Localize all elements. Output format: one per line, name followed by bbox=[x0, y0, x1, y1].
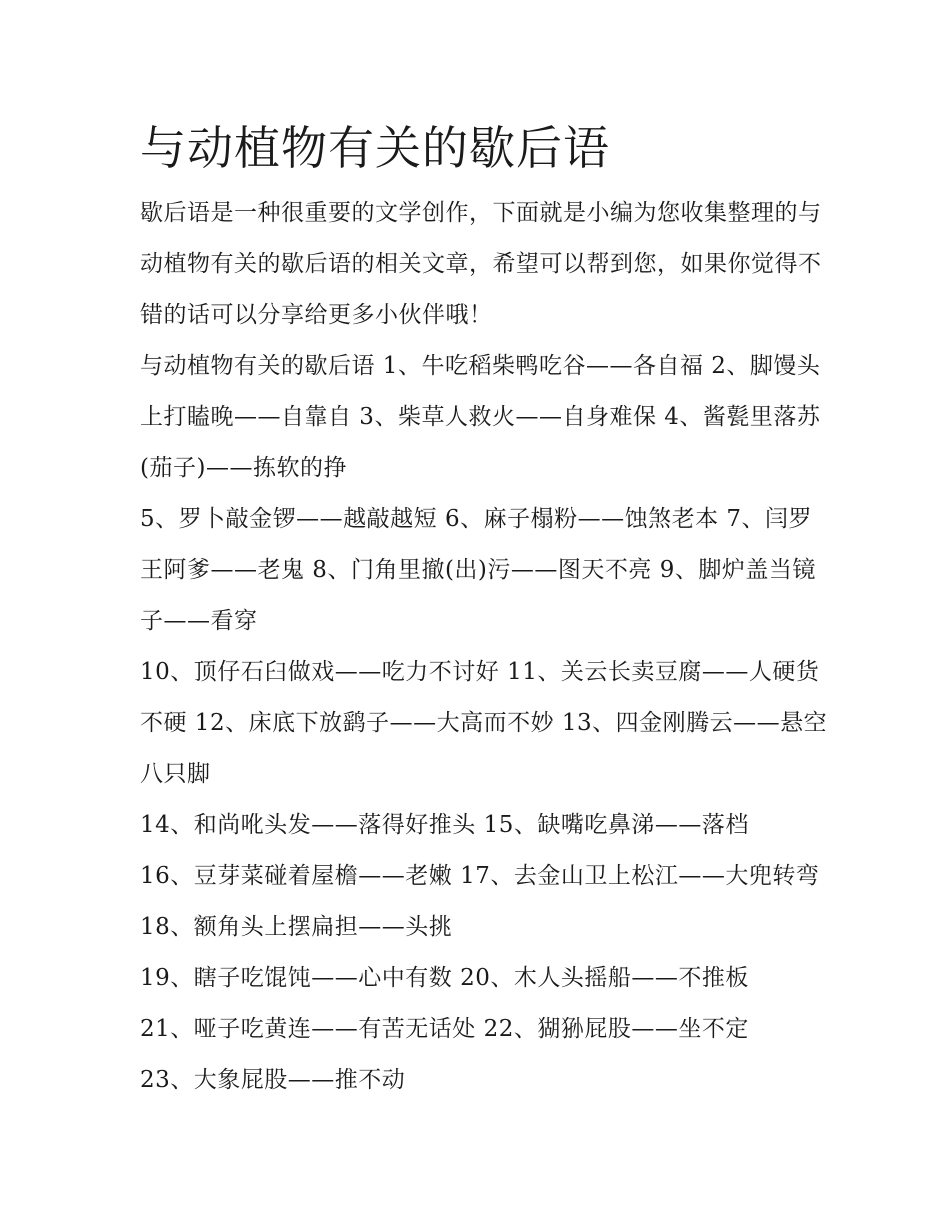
proverb-paragraph-2: 5、罗卜敲金锣——越敲越短 6、麻子榻粉——蚀煞老本 7、闫罗王阿爹——老鬼 8、门角里撤(出)污——图天不亮 9、脚炉盖当镜子——看穿 bbox=[140, 506, 816, 634]
document-title: 与动植物有关的歇后语 bbox=[140, 121, 610, 175]
intro-paragraph: 歇后语是一种很重要的文学创作，下面就是小编为您收集整理的与动植物有关的歇后语的相关文章，希望可以帮到您，如果你觉得不错的话可以分享给更多小伙伴哦！ bbox=[140, 200, 822, 328]
proverb-paragraph-5: 16、豆芽菜碰着屋檐——老嫩 17、去金山卫上松江——大兜转弯 18、额角头上摆扁担——头挑 bbox=[140, 863, 820, 940]
proverb-paragraph-1: 与动植物有关的歇后语 1、牛吃稻柴鸭吃谷——各自福 2、脚馒头上打瞌晚——自靠自 3、柴草人救火——自身难保 4、酱甏里落苏(茄子)——拣软的挣 bbox=[140, 353, 821, 481]
proverb-paragraph-8: 23、大象屁股——推不动 bbox=[140, 1067, 406, 1093]
proverb-paragraph-6: 19、瞎子吃馄饨——心中有数 20、木人头摇船——不推板 bbox=[140, 965, 749, 991]
proverb-paragraph-7: 21、哑子吃黄连——有苦无话处 22、猢狲屁股——坐不定 bbox=[140, 1016, 749, 1042]
proverb-paragraph-4: 14、和尚吪头发——落得好推头 15、缺嘴吃鼻涕——落档 bbox=[140, 812, 749, 838]
proverb-paragraph-3: 10、顶仔石臼做戏——吃力不讨好 11、关云长卖豆腐——人硬货不硬 12、床底下放鹞子——大高而不妙 13、四金刚腾云——悬空八只脚 bbox=[140, 659, 828, 787]
document-page bbox=[140, 108, 830, 1106]
